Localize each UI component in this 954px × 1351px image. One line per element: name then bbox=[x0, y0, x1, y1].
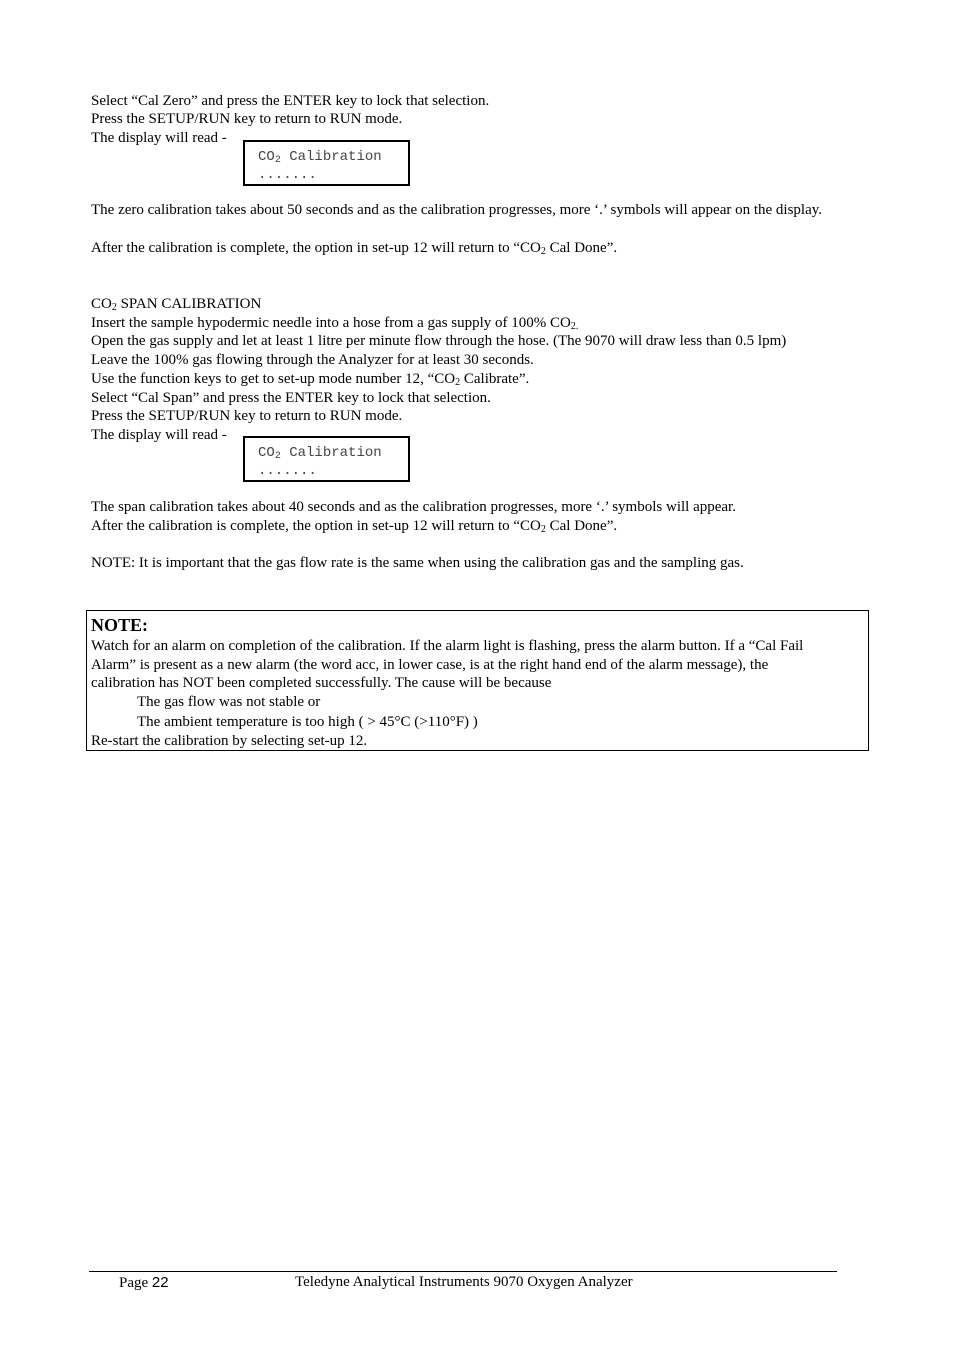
display-line-2: ....... bbox=[258, 463, 317, 479]
footer-divider bbox=[89, 1271, 837, 1272]
display-line-2: ....... bbox=[258, 167, 317, 183]
zero-display-read-label: The display will read - bbox=[91, 130, 227, 146]
zero-calibration-display bbox=[243, 140, 410, 186]
span-setup-run-instruction: Press the SETUP/RUN key to return to RUN mode. bbox=[91, 408, 403, 424]
span-section-heading: $CO_2$ SPAN CALIBRATION bbox=[91, 296, 262, 313]
note-line: Alarm” is present as a new alarm (the word acc, in lower case, is at the right hand end of the alarm message), the bbox=[91, 657, 769, 673]
zero-complete-paragraph: After the calibration is complete, the option in set-up 12 will return to “$CO_2$ Cal Done”. bbox=[91, 240, 618, 257]
note-line: calibration has NOT been completed successfully. The cause will be because bbox=[91, 675, 552, 691]
span-select-instruction: Select “Cal Span” and press the ENTER key to lock that selection. bbox=[91, 390, 491, 406]
display-line-1: $CO_2$ Calibration bbox=[258, 149, 382, 166]
footer-document-title: Teledyne Analytical Instruments 9070 Oxygen Analyzer bbox=[295, 1274, 633, 1290]
zero-setup-run-instruction: Press the SETUP/RUN key to return to RUN mode. bbox=[91, 111, 403, 127]
span-progress-paragraph: The span calibration takes about 40 seconds and as the calibration progresses, more ‘.’ symbols will appear. bbox=[91, 499, 736, 515]
zero-progress-paragraph: The zero calibration takes about 50 seconds and as the calibration progresses, more ‘.’ symbols will appear on the display. bbox=[91, 202, 823, 218]
span-open-gas-instruction: Open the gas supply and let at least 1 litre per minute flow through the hose. (The 9070 will draw less than 0.5 lpm) bbox=[91, 333, 787, 349]
flow-rate-note: NOTE: It is important that the gas flow rate is the same when using the calibration gas and the sampling gas. bbox=[91, 555, 744, 571]
note-line: Re-start the calibration by selecting set-up 12. bbox=[91, 733, 368, 749]
display-line-1: $CO_2$ Calibration bbox=[258, 445, 382, 462]
note-title: NOTE: bbox=[91, 615, 149, 635]
span-function-keys-instruction: Use the function keys to get to set-up mode number 12, “$CO_2$ Calibrate”. bbox=[91, 371, 530, 388]
span-complete-paragraph: After the calibration is complete, the option in set-up 12 will return to “$CO_2$ Cal Done”. bbox=[91, 518, 618, 535]
note-box bbox=[86, 610, 869, 751]
note-line: Watch for an alarm on completion of the calibration. If the alarm light is flashing, press the alarm button. If a “Cal Fail bbox=[91, 638, 804, 654]
note-cause-item: The gas flow was not stable or bbox=[137, 694, 321, 710]
note-cause-item: The ambient temperature is too high ( > 45°C (>110°F) ) bbox=[137, 714, 478, 730]
span-insert-needle-instruction: Insert the sample hypodermic needle into a hose from a gas supply of 100% $CO_{2.}$ bbox=[91, 315, 579, 332]
footer-page-number: Page 22 bbox=[119, 1274, 169, 1291]
span-display-read-label: The display will read - bbox=[91, 427, 227, 443]
zero-select-instruction: Select “Cal Zero” and press the ENTER key to lock that selection. bbox=[91, 93, 490, 109]
span-calibration-display bbox=[243, 436, 410, 482]
span-leave-gas-instruction: Leave the 100% gas flowing through the Analyzer for at least 30 seconds. bbox=[91, 352, 534, 368]
